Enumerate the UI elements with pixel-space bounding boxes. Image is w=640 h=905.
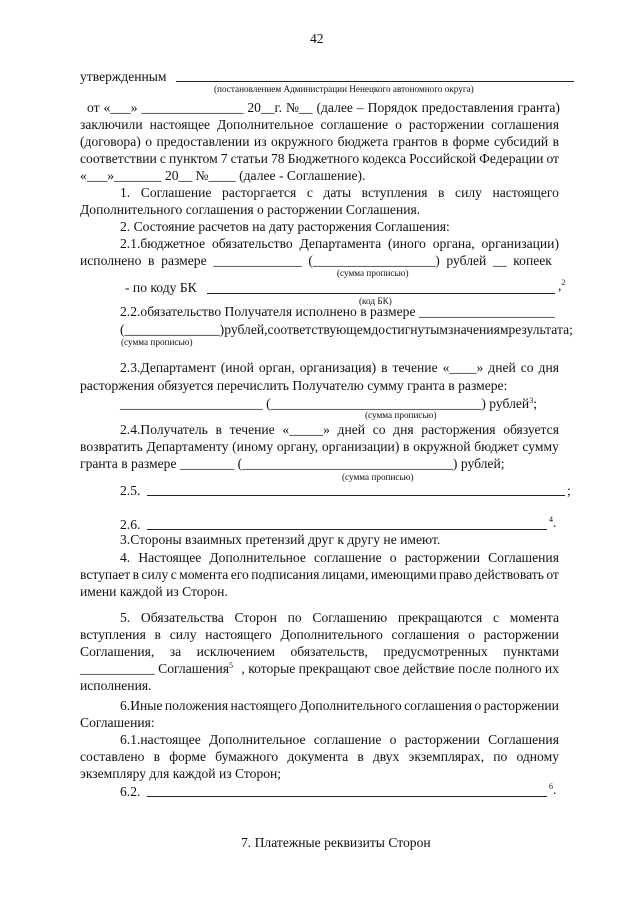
text-line: «___»_______ 20__ №____ (далее - Соглашение).: [80, 168, 366, 183]
footnote-mark: 5: [229, 661, 234, 670]
footnote-mark: 4: [549, 515, 553, 524]
blank-line: [176, 81, 574, 82]
blank-line: [147, 529, 547, 530]
text-line: имени каждой из Сторон.: [80, 584, 228, 599]
text-line-content: , которые прекращают свое действие после полного их: [241, 661, 559, 676]
page-number: 42: [310, 31, 324, 46]
text-line: 6.Иные положения настоящего Дополнительного соглашения о расторжении: [120, 698, 559, 713]
text-line: Соглашения, за исключением обязательств, предусмотренных пунктами: [80, 644, 559, 659]
text-line: исполнено в размере _____________ (__________________) рублей __ копеек: [80, 253, 552, 268]
text-line: гранта в размере ________ (_______________________________) рублей;: [80, 456, 505, 471]
field-note: (сумма прописью): [337, 268, 409, 278]
text-line: экземпляру для каждой из Сторон;: [80, 766, 282, 781]
field-note: (сумма прописью): [365, 410, 437, 420]
text-line: [80, 661, 559, 677]
text-line: 2.6.: [120, 517, 141, 532]
text-line: 2.1.бюджетное обязательство Департамента (иного органа, организации): [120, 236, 559, 251]
footnote-mark: 6: [549, 782, 553, 791]
text-line: 2.2.обязательство Получателя исполнено в размере ____________________: [120, 304, 555, 319]
text-line: соответствии с пунктом 7 статьи 78 Бюджетного кодекса Российской Федерации от: [80, 151, 559, 166]
text-line-content: _____________________ (_______________________________) рублей: [120, 396, 530, 411]
text-line: _____________________ (_______________________________) рублей$^3$;: [120, 396, 537, 411]
text-line: 4. Настоящее Дополнительное соглашение о расторжении Соглашения: [120, 550, 559, 565]
text-line: (______________) рублей, соответствующем достигнутым значениям результата;: [120, 322, 573, 337]
text-line: заключили настоящее Дополнительное соглашение о расторжении соглашения: [80, 117, 559, 132]
text-line: 2.5.: [120, 483, 141, 498]
field-note: (сумма прописью): [121, 337, 193, 347]
blank-line: [147, 495, 565, 496]
text-line: 6.1.настоящее Дополнительное соглашение о расторжении Соглашения: [120, 732, 559, 747]
blank-line: [147, 796, 547, 797]
text-line: ;: [567, 483, 571, 498]
text-line: $^6$.: [549, 782, 557, 797]
text-line: 1. Соглашение расторгается с даты вступления в силу настоящего: [120, 185, 559, 200]
text-line: расторжения обязуется перечислить Получателю сумму гранта в размере:: [80, 378, 508, 393]
text-line-content: ___________ Соглашения: [80, 661, 230, 676]
text-line: ,$^2$: [558, 278, 566, 293]
text-line: исполнения.: [80, 678, 152, 693]
text-line: Дополнительного соглашения о расторжении Соглашения.: [80, 202, 421, 217]
field-note: (код БК): [359, 296, 392, 306]
text-line: вступления в силу настоящего Дополнительного соглашения о расторжении: [80, 627, 559, 642]
text-line: возвратить Департаменту (иному органу, организации) в окружной бюджет сумму: [80, 439, 559, 454]
text-line: - по коду БК: [125, 280, 197, 295]
text-line: (договора) о предоставлении из окружного бюджета грантов в форме субсидий в: [80, 134, 559, 149]
field-note: (постановлением Администрации Ненецкого автономного округа): [214, 84, 474, 94]
footnote-mark: 2: [561, 278, 566, 287]
text-line: составлено в форме бумажного документа в двух экземплярах, по одному: [80, 749, 559, 764]
footnote-mark: 3: [529, 396, 534, 405]
text-line: 3.Стороны взаимных претензий друг к другу не имеют.: [120, 532, 441, 547]
field-note: (сумма прописью): [342, 472, 414, 482]
text-line: 5. Обязательства Сторон по Соглашению прекращаются с момента: [120, 610, 559, 625]
text-line: Соглашения:: [80, 715, 155, 730]
text-line: 2.3.Департамент (иной орган, организация) в течение «____» дней со дня: [120, 360, 559, 375]
text-line: от «___» _______________ 20__г. №__ (далее – Порядок предоставления гранта): [87, 100, 560, 115]
text-line: 2. Состояние расчетов на дату расторжения Соглашения:: [120, 219, 450, 234]
section-heading: 7. Платежные реквизиты Сторон: [241, 835, 431, 850]
text-line: 2.4.Получатель в течение «_____» дней со дня расторжения обязуется: [120, 422, 559, 437]
text-line: $^4$.: [549, 515, 557, 530]
text-line: вступает в силу с момента его подписания лицами, имеющими право действовать от: [80, 567, 559, 582]
blank-line: [207, 293, 555, 294]
text-line: утвержденным: [80, 69, 167, 84]
text-line: 6.2.: [120, 784, 141, 799]
